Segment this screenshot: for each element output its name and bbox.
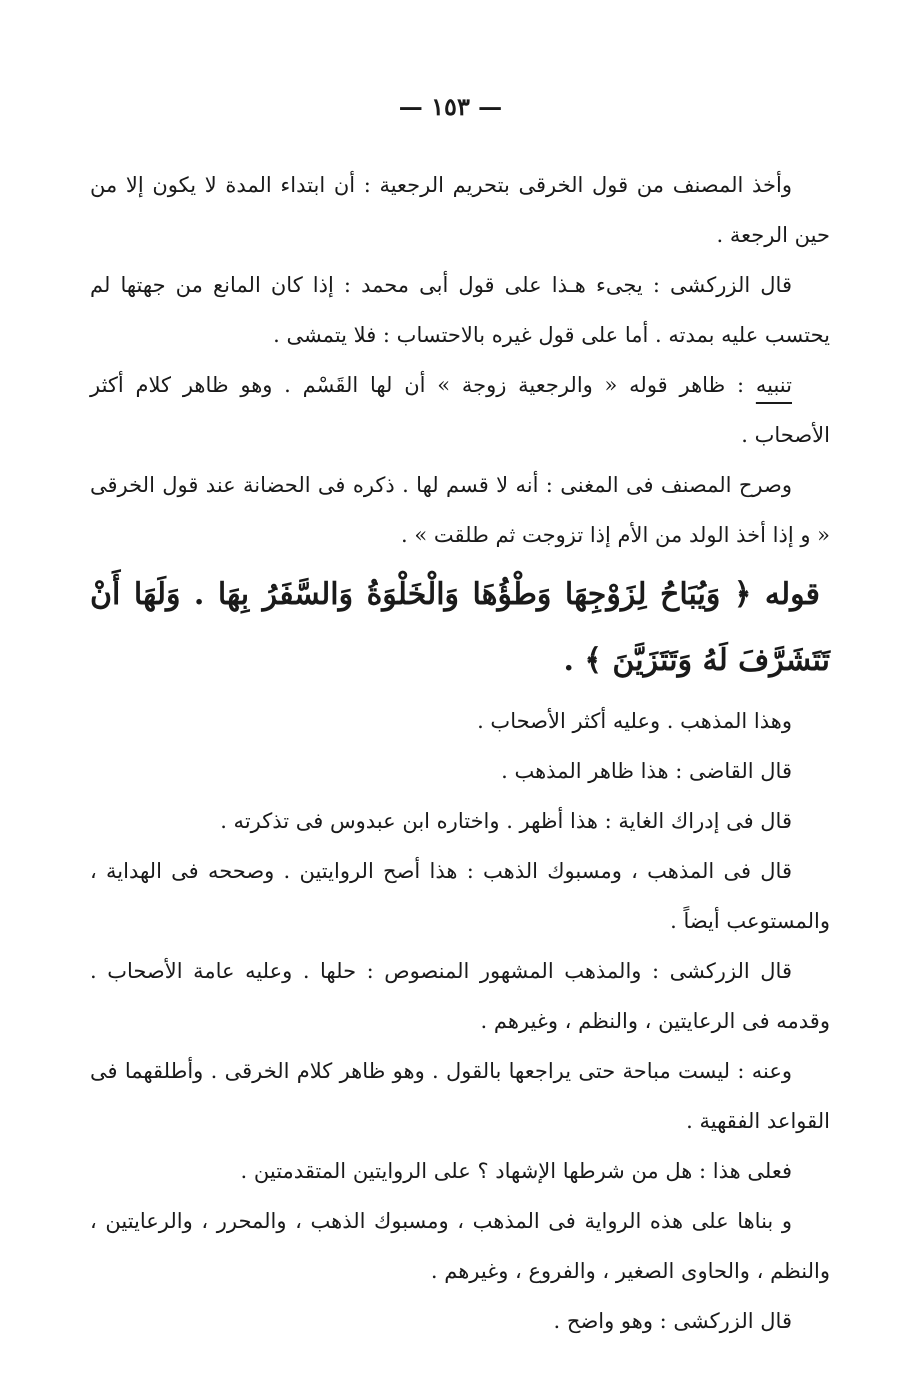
body-text [90,160,830,1346]
paragraph: وهذا المذهب . وعليه أكثر الأصحاب . [477,709,792,733]
paragraph: قال الزركشى : وهو واضح . [553,1309,792,1333]
page-number: — ١٥٣ — [398,92,503,121]
paragraph: وأخذ المصنف من قول الخرقى بتحريم الرجعية : أن ابتداء المدة لا يكون إلا من حين الرجعة . [90,173,830,247]
paragraph-tanbih [90,360,830,460]
paragraph: وعنه : ليست مباحة حتى يراجعها بالقول . وهو ظاهر كلام الخرقى . وأطلقهما فى القواعد الفقهية . [90,1059,830,1133]
paragraph: قال القاضى : هذا ظاهر المذهب . [501,759,792,783]
paragraph: قال الزركشى : يجىء هـذا على قول أبى محمد : إذا كان المانع من جهتها لم يحتسب عليه بمدته . أما على قول غيره بالاحتساب : فلا يتمشى . [90,273,830,347]
paragraph: و بناها على هذه الرواية فى المذهب ، ومسبوك الذهب ، والمحرر ، والرعايتين ، والنظم ، والحاوى الصغير ، والفروع ، وغيرهم . [90,1209,830,1283]
paragraph: قال الزركشى : والمذهب المشهور المنصوص : حلها . وعليه عامة الأصحاب . وقدمه فى الرعايتين ، والنظم ، وغيرهم . [90,959,830,1033]
paragraph: قال فى المذهب ، ومسبوك الذهب : هذا أصح الروايتين . وصححه فى الهداية ، والمستوعب أيضاً . [90,859,830,933]
paragraph: فعلى هذا : هل من شرطها الإشهاد ؟ على الروايتين المتقدمتين . [240,1159,792,1183]
paragraph-text: : ظاهر قوله « والرجعية زوجة » أن لها القَسْم . وهو ظاهر كلام أكثر الأصحاب . [90,373,830,447]
paragraph: وصرح المصنف فى المغنى : أنه لا قسم لها . ذكره فى الحضانة عند قول الخرقى « و إذا أخذ الولد من الأم إذا تزوجت ثم طلقت » . [90,473,830,547]
paragraph: قال فى إدراك الغاية : هذا أظهر . واختاره ابن عبدوس فى تذكرته . [220,809,792,833]
quoted-matn-heading: قوله ﴿ وَيُبَاحُ لِزَوْجِهَا وَطْؤُهَا وَالْخَلْوَةُ وَالسَّفَرُ بِهَا . وَلَهَا أَنْ تَتَشَرَّفَ لَهُ وَتَتَزَيَّنَ ﴾ . [90,577,830,678]
tanbih-label: تنبيه [755,373,792,397]
